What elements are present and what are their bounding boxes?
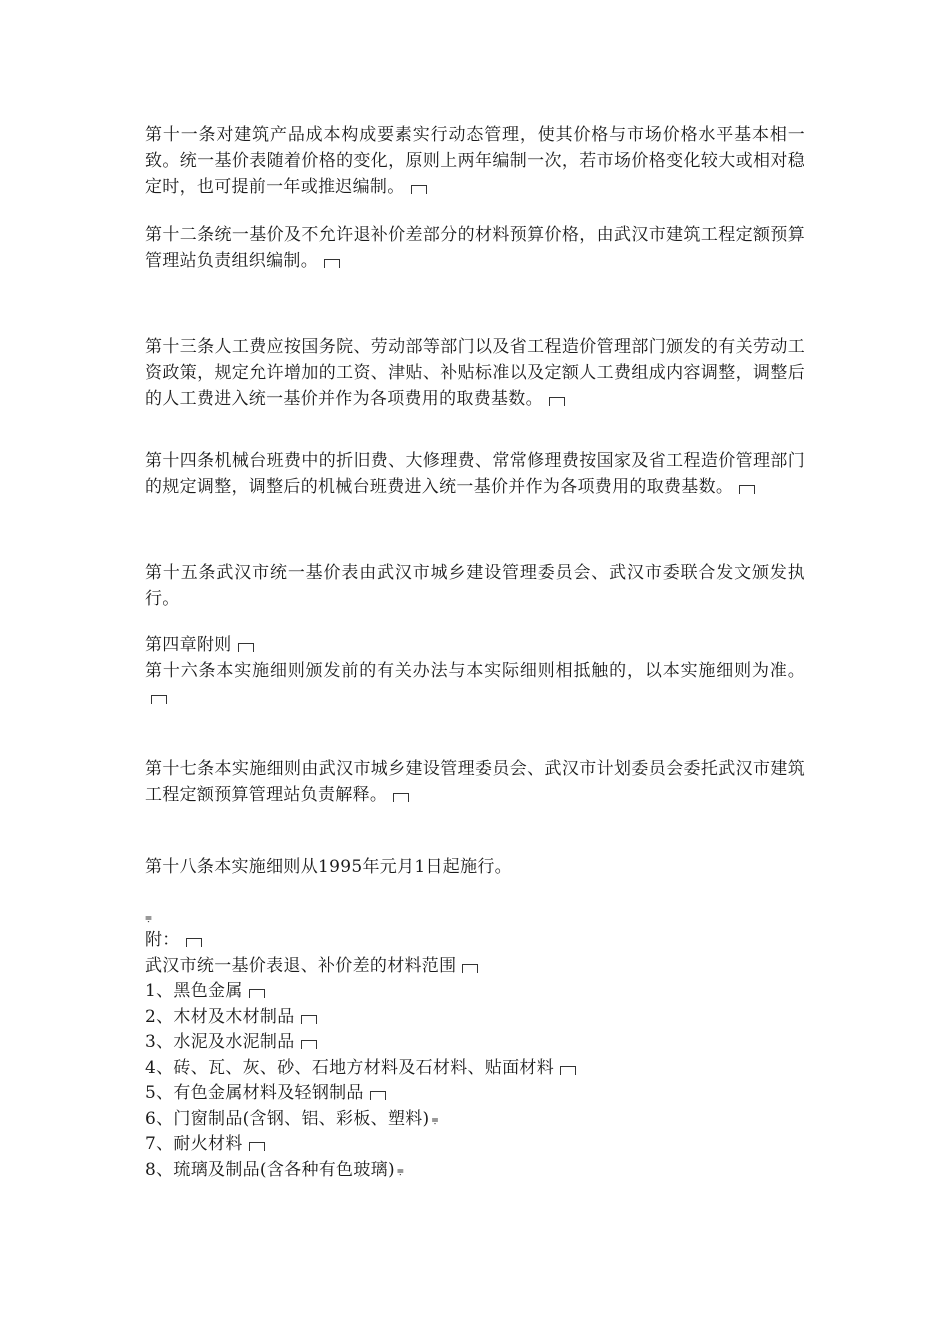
article-17 <box>145 756 805 808</box>
article-12-text: 第十二条统一基价及不允许退补价差部分的材料预算价格，由武汉市建筑工程定额预算管理站负责组织编制。 <box>145 225 805 271</box>
article-15 <box>145 560 805 612</box>
list-item-text: 6、门窗制品(含钢、铝、彩板、塑料) <box>145 1108 430 1129</box>
appendix-label <box>145 928 805 954</box>
article-12 <box>145 222 805 274</box>
article-17-text: 第十七条本实施细则由武汉市城乡建设管理委员会、武汉市计划委员会委托武汉市建筑工程定额预算管理站负责解释。 <box>145 759 805 805</box>
appendix-label-text: 附： <box>145 930 180 950</box>
paragraph-mark-icon <box>560 1066 576 1075</box>
list-item-text: 2、木材及木材制品 <box>145 1006 295 1027</box>
appendix-title-text: 武汉市统一基价表退、补价差的材料范围 <box>145 955 457 976</box>
paragraph-mark-icon <box>462 964 478 973</box>
article-18-text: 第十八条本实施细则从1995年元月1日起施行。 <box>145 857 512 877</box>
paragraph-mark-icon <box>238 643 254 652</box>
list-item-text: 3、水泥及水泥制品 <box>145 1032 295 1052</box>
article-18 <box>145 854 805 880</box>
paragraph-mark-icon <box>151 695 167 704</box>
section-break-icon: ⩦ <box>396 1162 405 1177</box>
paragraph-mark-icon <box>301 1040 317 1049</box>
article-11-text: 第十一条对建筑产品成本构成要素实行动态管理，使其价格与市场价格水平基本相一致。统一基价表随着价格的变化，原则上两年编制一次，若市场价格变化较大或相对稳定时，也可提前一年或推迟编制。 <box>145 125 805 197</box>
chapter-4-heading <box>145 632 805 658</box>
article-16 <box>145 658 805 710</box>
list-item-text: 1、黑色金属 <box>145 981 243 1001</box>
article-11 <box>145 122 805 200</box>
list-item-text: 4、砖、瓦、灰、砂、石地方材料及石材料、贴面材料 <box>145 1057 555 1078</box>
article-13-text: 第十三条人工费应按国务院、劳动部等部门以及省工程造价管理部门颁发的有关劳动工资政策，规定允许增加的工资、津贴、补贴标准以及定额人工费组成内容调整，调整后的人工费进入统一基价并作为各项费用的取费基数。 <box>145 337 805 409</box>
paragraph-mark-icon <box>411 185 427 194</box>
paragraph-mark-icon <box>301 1015 317 1024</box>
list-item <box>145 1081 805 1107</box>
paragraph-mark-icon <box>324 259 340 268</box>
paragraph-mark-icon <box>549 397 565 406</box>
paragraph-mark-icon <box>370 1091 386 1100</box>
list-item-text: 7、耐火材料 <box>145 1134 243 1154</box>
list-item <box>145 1158 805 1184</box>
list-item <box>145 1056 805 1082</box>
article-13 <box>145 334 805 412</box>
paragraph-mark-icon <box>739 485 755 494</box>
list-item <box>145 1030 805 1056</box>
article-14 <box>145 448 805 500</box>
document-page <box>145 118 805 1183</box>
list-item <box>145 979 805 1005</box>
chapter-4-text: 第四章附则 <box>145 635 232 655</box>
paragraph-mark-icon <box>249 1142 265 1151</box>
list-item <box>145 1132 805 1158</box>
section-break-icon: ⩦ <box>431 1111 439 1126</box>
list-item-text: 5、有色金属材料及轻钢制品 <box>145 1083 364 1103</box>
paragraph-mark-icon <box>249 989 265 998</box>
paragraph-mark-icon <box>186 938 202 947</box>
article-16-text: 第十六条本实施细则颁发前的有关办法与本实际细则相抵触的，以本实施细则为准。 <box>145 661 805 681</box>
paragraph-mark-icon <box>393 793 409 802</box>
article-14-text: 第十四条机械台班费中的折旧费、大修理费、常常修理费按国家及省工程造价管理部门的规定调整，调整后的机械台班费进入统一基价并作为各项费用的取费基数。 <box>145 451 805 497</box>
article-15-text: 第十五条武汉市统一基价表由武汉市城乡建设管理委员会、武汉市委联合发文颁发执行。 <box>145 563 805 609</box>
list-item <box>145 1005 805 1031</box>
appendix-title <box>145 954 805 980</box>
list-item <box>145 1107 805 1133</box>
section-break-icon: ⩦ <box>145 910 153 924</box>
list-item-text: 8、琉璃及制品(含各种有色玻璃) <box>145 1159 395 1180</box>
